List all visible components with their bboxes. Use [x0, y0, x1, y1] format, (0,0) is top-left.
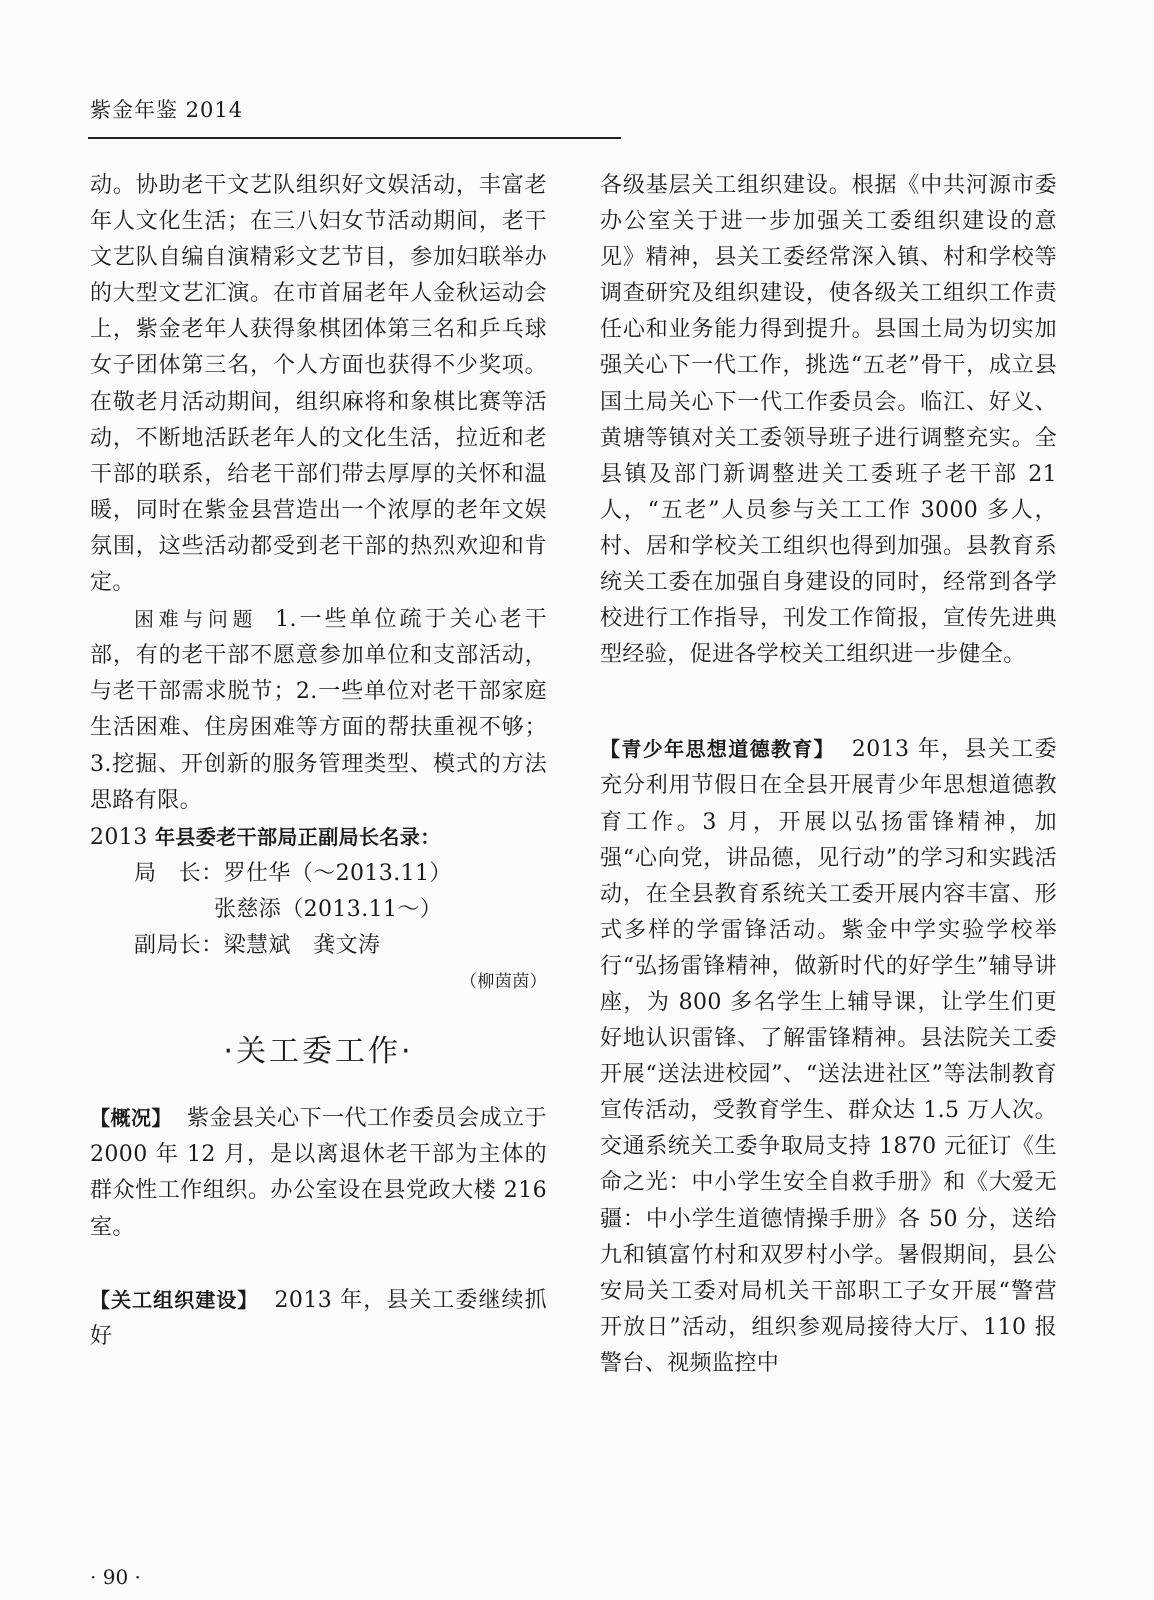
roster-director: 局 长：罗仕华（～2013.11）: [134, 860, 452, 886]
spacer: [90, 1246, 547, 1282]
spacer: [600, 673, 1057, 731]
paragraph-cultural-activities: 动。协助老干文艺队组织好文娱活动，丰富老年人文化生活；在三八妇女节活动期间，老干文艺队自编自演精彩文艺节目，参加妇联举办的大型文艺汇演。在市首届老年人金秋运动会上，紫金老年人获得象棋团体第三名和乒乓球女子团体第三名，个人方面也获得不少奖项。在敬老月活动期间，组织麻将和象棋比赛等活动，不断地活跃老年人的文化生活，拉近和老干部的联系，给老干部们带去厚厚的关怀和温暖，同时在紫金县营造出一个浓厚的老年文娱氛围，这些活动都受到老干部的热烈欢迎和肯定。: [90, 173, 547, 596]
running-header: 紫金年鉴 2014: [90, 98, 244, 122]
overview-heading: 【概况】: [90, 1106, 173, 1131]
roster-deputy: 副局长：梁慧斌 龚文涛: [134, 932, 381, 958]
overview-text: 紫金县关心下一代工作委员会成立于 2000 年 12 月，是以离退休老干部为主体的群众性工作组织。办公室设在县党政大楼 216 室。: [90, 1106, 547, 1240]
issues-text: 1.一些单位疏于关心老干部，有的老干部不愿意参加单位和支部活动，与老干部需求脱节；2.一些单位对老干部家庭生活困难、住房困难等方面的帮扶重视不够；3.挖掘、开创新的服务管理类型、模式的方法思路有限。: [90, 607, 548, 813]
roster-director-2: 张慈添（2013.11～）: [214, 896, 443, 922]
roster-title-text: 年县委老干部局正副局长名录：: [155, 824, 441, 849]
youth-text: 2013 年，县关工委充分利用节假日在全县开展青少年思想道德教育工作。3 月，开展以弘扬雷锋精神，加强“心向党，讲品德，见行动”的学习和实践活动，在全县教育系统关工委开展内容丰富、形式多样的学雷锋活动。紫金中学实验学校举行“弘扬雷锋精神，做新时代的好学生”辅导讲座，为 800 多名学生上辅导课，让学生们更好地认识雷锋、了解雷锋精神。县法院关工委开展“送法进校园”、“送法进社区”等法制教育宣传活动，受教育学生、群众达 1.5 万人次。交通系统关工委争取局支持 1870 元征订《生命之光：中小学生安全自救手册》和《大爱无疆：中小学生道德情操手册》各 50 分，送给九和镇富竹村和双罗村小学。暑假期间，县公安局关工委对局机关干部职工子女开展“警营开放日”活动，组织参观局接待大厅、110 报警台、视频监控中: [600, 737, 1057, 1376]
section-title: ·关工委工作·: [223, 1034, 414, 1070]
left-column: [90, 168, 547, 1355]
paragraph-issues: [90, 601, 547, 819]
paragraph-org-building: [90, 1282, 547, 1355]
paragraph-youth-education: [600, 731, 1057, 1382]
right-column: [600, 168, 1057, 1382]
author-credit: （柳茵茵）: [460, 972, 547, 993]
page-number: · 90 ·: [90, 1565, 141, 1589]
paragraph-org-building-cont: 各级基层关工组织建设。根据《中共河源市委办公室关于进一步加强关工委组织建设的意见》精神，县关工委经常深入镇、村和学校等调查研究及组织建设，使各级关工组织工作责任心和业务能力得到提升。县国土局为切实加强关心下一代工作，挑选“五老”骨干，成立县国土局关心下一代工作委员会。临江、好义、黄塘等镇对关工委领导班子进行调整充实。全县镇及部门新调整进关工委班子老干部 21 人，“五老”人员参与关工工作 3000 多人，村、居和学校关工组织也得到加强。县教育系统关工委在加强自身建设的同时，经常到各学校进行工作指导，刊发工作简报，宣传先进典型经验，促进各学校关工组织进一步健全。: [600, 173, 1057, 668]
roster-title: [90, 819, 547, 856]
youth-heading: 【青少年思想道德教育】: [600, 737, 836, 762]
org-text: 2013 年，县关工委继续抓好: [90, 1287, 547, 1349]
header-rule: [88, 137, 621, 139]
org-heading: 【关工组织建设】: [90, 1287, 259, 1312]
issues-label: 困难与问题: [134, 607, 258, 632]
roster-year: 2013: [90, 824, 148, 850]
paragraph-overview: [90, 1100, 547, 1245]
